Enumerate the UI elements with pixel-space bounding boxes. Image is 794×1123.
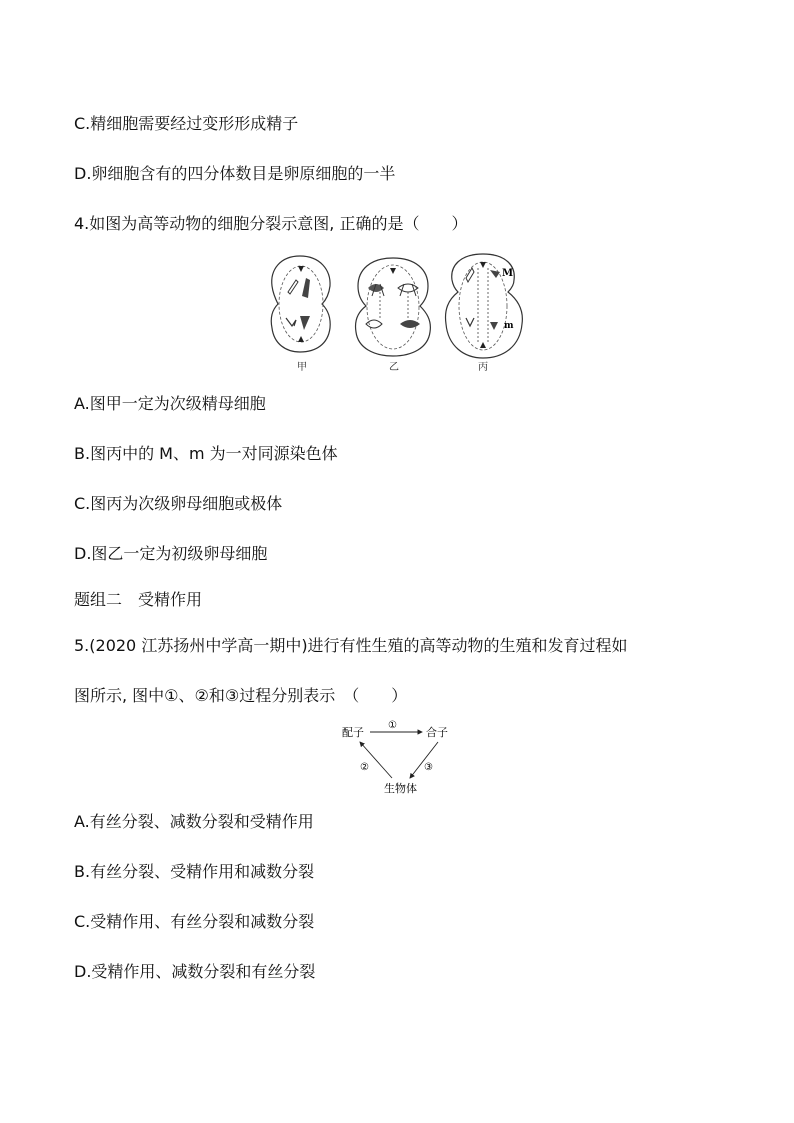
cell-jia	[271, 256, 330, 352]
q4-stem: 4.如图为高等动物的细胞分裂示意图, 正确的是（ ）	[74, 214, 468, 233]
arrow-label-2: ②	[360, 762, 369, 773]
q4-option-c: C.图丙为次级卵母细胞或极体	[74, 494, 283, 513]
q5-option-d: D.受精作用、减数分裂和有丝分裂	[74, 962, 316, 981]
q4-option-d: D.图乙一定为初级卵母细胞	[74, 544, 268, 563]
label-M: M	[502, 268, 514, 279]
q4-option-b: B.图丙中的 M、m 为一对同源染色体	[74, 444, 338, 463]
q5-stem-line2: 图所示, 图中①、②和③过程分别表示 （ ）	[74, 686, 408, 705]
caption-jia: 甲	[297, 362, 307, 373]
q5-option-b: B.有丝分裂、受精作用和减数分裂	[74, 862, 315, 881]
caption-yi: 乙	[389, 362, 399, 373]
node-gamete: 配子	[342, 726, 364, 739]
q5-option-c: C.受精作用、有丝分裂和减数分裂	[74, 912, 315, 931]
label-m: m	[504, 321, 514, 331]
arrow-label-1: ①	[388, 720, 397, 731]
node-organism: 生物体	[384, 782, 417, 795]
cell-division-figure	[268, 252, 530, 374]
q4-option-a: A.图甲一定为次级精母细胞	[74, 394, 266, 413]
q5-option-a: A.有丝分裂、减数分裂和受精作用	[74, 812, 314, 831]
section-title: 题组二 受精作用	[74, 590, 203, 609]
reproduction-cycle-diagram	[334, 716, 460, 800]
node-zygote: 合子	[426, 726, 448, 739]
cell-yi	[355, 258, 430, 356]
caption-bing: 丙	[478, 362, 488, 373]
q5-stem-line1: 5.(2020 江苏扬州中学高一期中)进行有性生殖的高等动物的生殖和发育过程如	[74, 636, 628, 655]
q3-option-c: C.精细胞需要经过变形形成精子	[74, 114, 299, 133]
arrow-label-3: ③	[424, 762, 433, 773]
q3-option-d: D.卵细胞含有的四分体数目是卵原细胞的一半	[74, 164, 396, 183]
cell-bing	[446, 254, 523, 358]
